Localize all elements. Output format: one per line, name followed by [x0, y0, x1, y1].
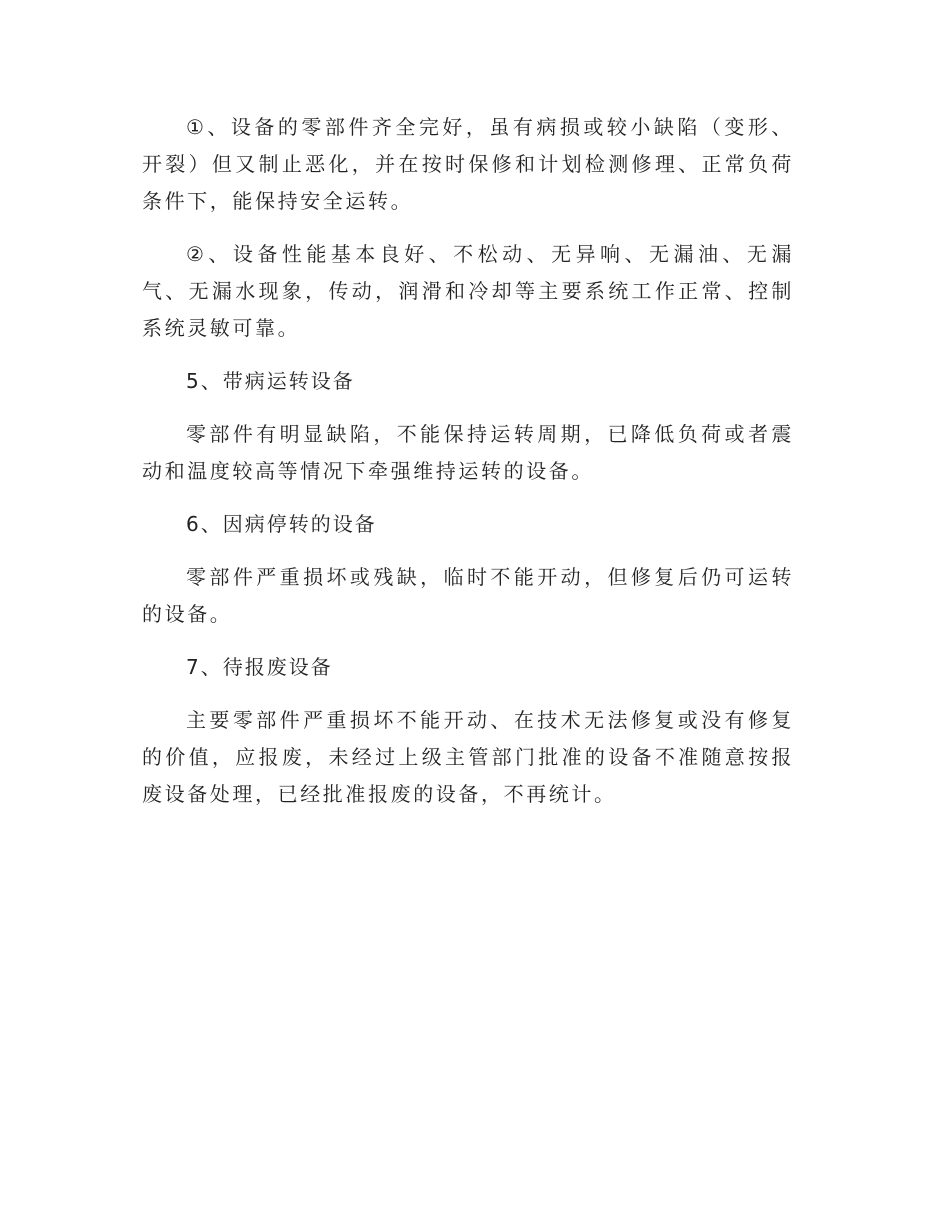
paragraph-item-2: ②、设备性能基本良好、不松动、无异响、无漏油、无漏气、无漏水现象，传动，润滑和冷却等主要系统工作正常、控制系统灵敏可靠。: [142, 242, 794, 340]
section-heading-7: 7、待报废设备: [186, 655, 333, 679]
paragraph-section-5: 零部件有明显缺陷，不能保持运转周期，已降低负荷或者震动和温度较高等情况下牵强维持运转的设备。: [142, 422, 794, 483]
section-heading-6: 6、因病停转的设备: [186, 512, 377, 536]
paragraph-section-6: 零部件严重损坏或残缺，临时不能开动，但修复后仍可运转的设备。: [142, 565, 794, 626]
paragraph-section-7: 主要零部件严重损坏不能开动、在技术无法修复或没有修复的价值，应报废，未经过上级主管部门批准的设备不准随意按报废设备处理，已经批准报废的设备，不再统计。: [142, 708, 794, 806]
paragraph-item-1: ①、设备的零部件齐全完好，虽有病损或较小缺陷（变形、开裂）但又制止恶化，并在按时保修和计划检测修理、正常负荷条件下，能保持安全运转。: [142, 115, 794, 213]
section-heading-5: 5、带病运转设备: [186, 369, 355, 393]
document-body: [142, 109, 794, 829]
